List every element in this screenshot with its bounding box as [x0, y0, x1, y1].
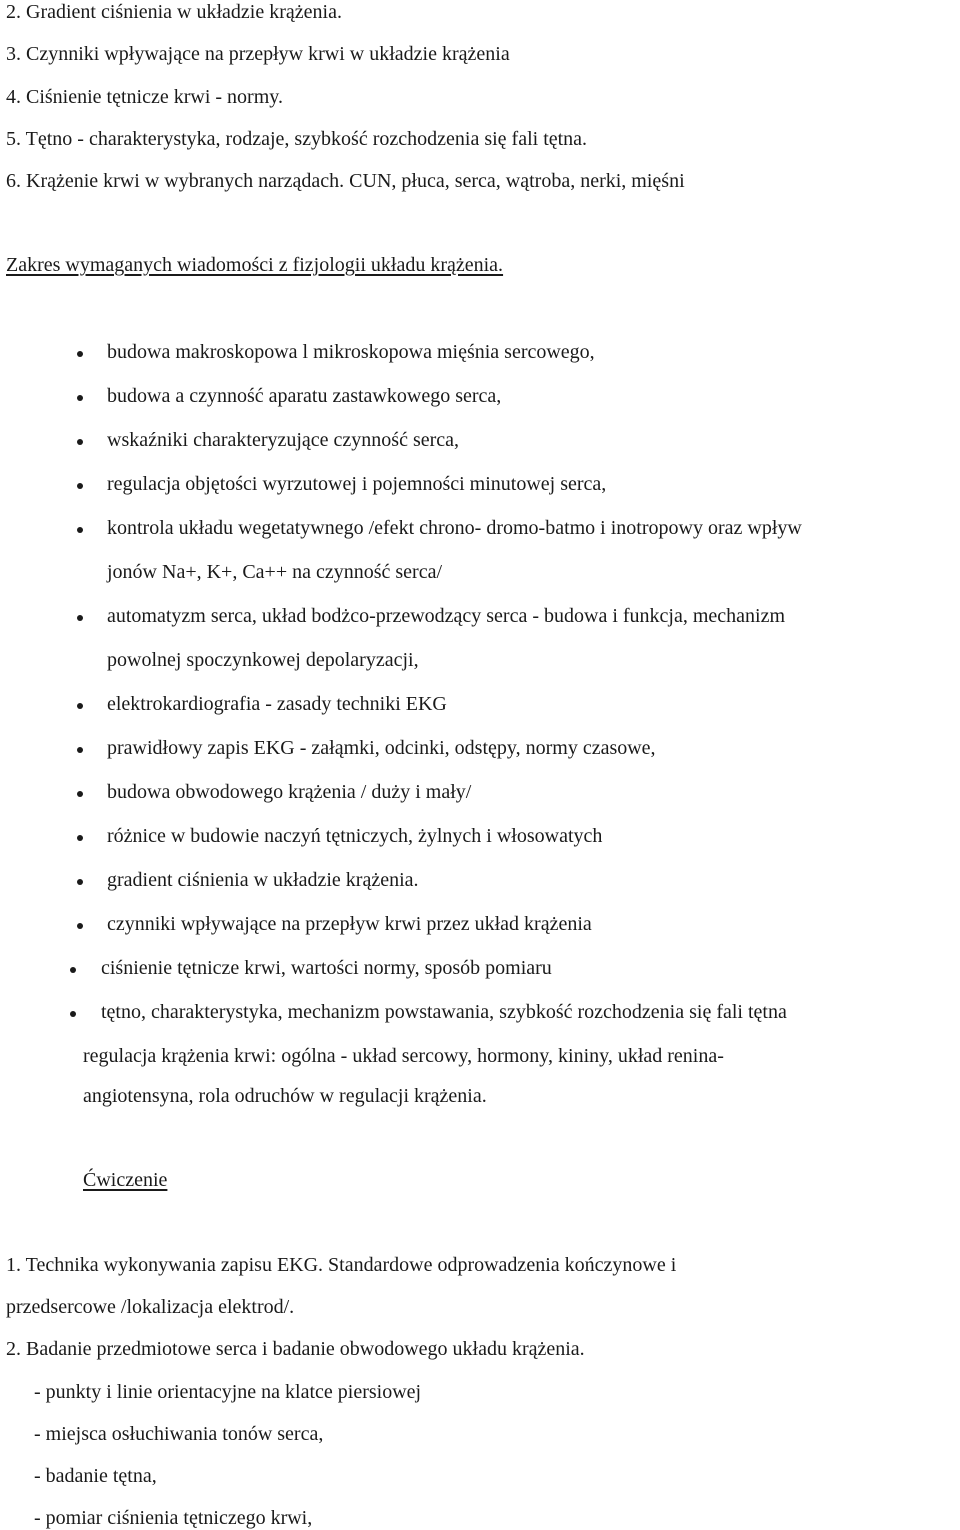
- bullet-item-continuation: powolnej spoczynkowej depolaryzacji,: [107, 649, 419, 671]
- exercise-subitem: - miejsca osłuchiwania tonów serca,: [34, 1423, 324, 1445]
- bullet-item-continuation: jonów Na+, K+, Ca++ na czynność serca/: [107, 561, 443, 583]
- bullet-item: elektrokardiografia - zasady techniki EKG: [107, 693, 447, 715]
- bullet-icon: [77, 527, 83, 533]
- bullet-icon: [77, 703, 83, 709]
- bullet-icon: [70, 967, 76, 973]
- exercise-subitem: - punkty i linie orientacyjne na klatce piersiowej: [34, 1381, 422, 1403]
- bullet-item: budowa makroskopowa l mikroskopowa mięśnia sercowego,: [107, 341, 595, 363]
- bullet-icon: [77, 923, 83, 929]
- bullet-icon: [70, 1011, 76, 1017]
- exercise-line: 2. Badanie przedmiotowe serca i badanie obwodowego układu krążenia.: [6, 1338, 585, 1360]
- bullet-icon: [77, 483, 83, 489]
- bullet-item: automatyzm serca, układ bodżco-przewodzący serca - budowa i funkcja, mechanizm: [107, 605, 786, 627]
- list-item: 4. Ciśnienie tętnicze krwi - normy.: [6, 86, 283, 108]
- bullet-item: budowa a czynność aparatu zastawkowego serca,: [107, 385, 502, 407]
- list-item: 3. Czynniki wpływające na przepływ krwi w układzie krążenia: [6, 43, 510, 65]
- bullet-item: czynniki wpływające na przepływ krwi przez układ krążenia: [107, 913, 592, 935]
- bullet-item: kontrola układu wegetatywnego /efekt chrono- dromo-batmo i inotropowy oraz wpływ: [107, 517, 802, 539]
- exercise-subitem: - pomiar ciśnienia tętniczego krwi,: [34, 1507, 313, 1529]
- regulation-line: regulacja krążenia krwi: ogólna - układ sercowy, hormony, kininy, układ renina-: [83, 1045, 724, 1067]
- bullet-icon: [77, 791, 83, 797]
- exercise-line: 1. Technika wykonywania zapisu EKG. Standardowe odprowadzenia kończynowe i: [6, 1254, 677, 1276]
- bullet-icon: [77, 879, 83, 885]
- exercise-subitem: - badanie tętna,: [34, 1465, 157, 1487]
- bullet-item: prawidłowy zapis EKG - załąmki, odcinki, odstępy, normy czasowe,: [107, 737, 656, 759]
- regulation-line: angiotensyna, rola odruchów w regulacji krążenia.: [83, 1085, 487, 1107]
- bullet-item: gradient ciśnienia w układzie krążenia.: [107, 869, 419, 891]
- bullet-item: wskaźniki charakteryzujące czynność serca,: [107, 429, 460, 451]
- bullet-icon: [77, 395, 83, 401]
- bullet-icon: [77, 835, 83, 841]
- list-item: 5. Tętno - charakterystyka, rodzaje, szybkość rozchodzenia się fali tętna.: [6, 128, 588, 150]
- bullet-icon: [77, 615, 83, 621]
- bullet-item: budowa obwodowego krążenia / duży i mały/: [107, 781, 472, 803]
- exercise-line: przedsercowe /lokalizacja elektrod/.: [6, 1296, 295, 1318]
- exercise-heading: Ćwiczenie: [83, 1169, 168, 1191]
- list-item: 6. Krążenie krwi w wybranych narządach. CUN, płuca, serca, wątroba, nerki, mięśni: [6, 170, 685, 192]
- bullet-item: ciśnienie tętnicze krwi, wartości normy, sposób pomiaru: [101, 957, 552, 979]
- bullet-item: różnice w budowie naczyń tętniczych, żylnych i włosowatych: [107, 825, 603, 847]
- bullet-item: tętno, charakterystyka, mechanizm powstawania, szybkość rozchodzenia się fali tętna: [101, 1001, 787, 1023]
- bullet-icon: [77, 747, 83, 753]
- scope-heading: Zakres wymaganych wiadomości z fizjologii układu krążenia.: [6, 254, 504, 276]
- bullet-item: regulacja objętości wyrzutowej i pojemności minutowej serca,: [107, 473, 607, 495]
- bullet-icon: [77, 439, 83, 445]
- bullet-icon: [77, 351, 83, 357]
- list-item: 2. Gradient ciśnienia w układzie krążenia.: [6, 1, 342, 23]
